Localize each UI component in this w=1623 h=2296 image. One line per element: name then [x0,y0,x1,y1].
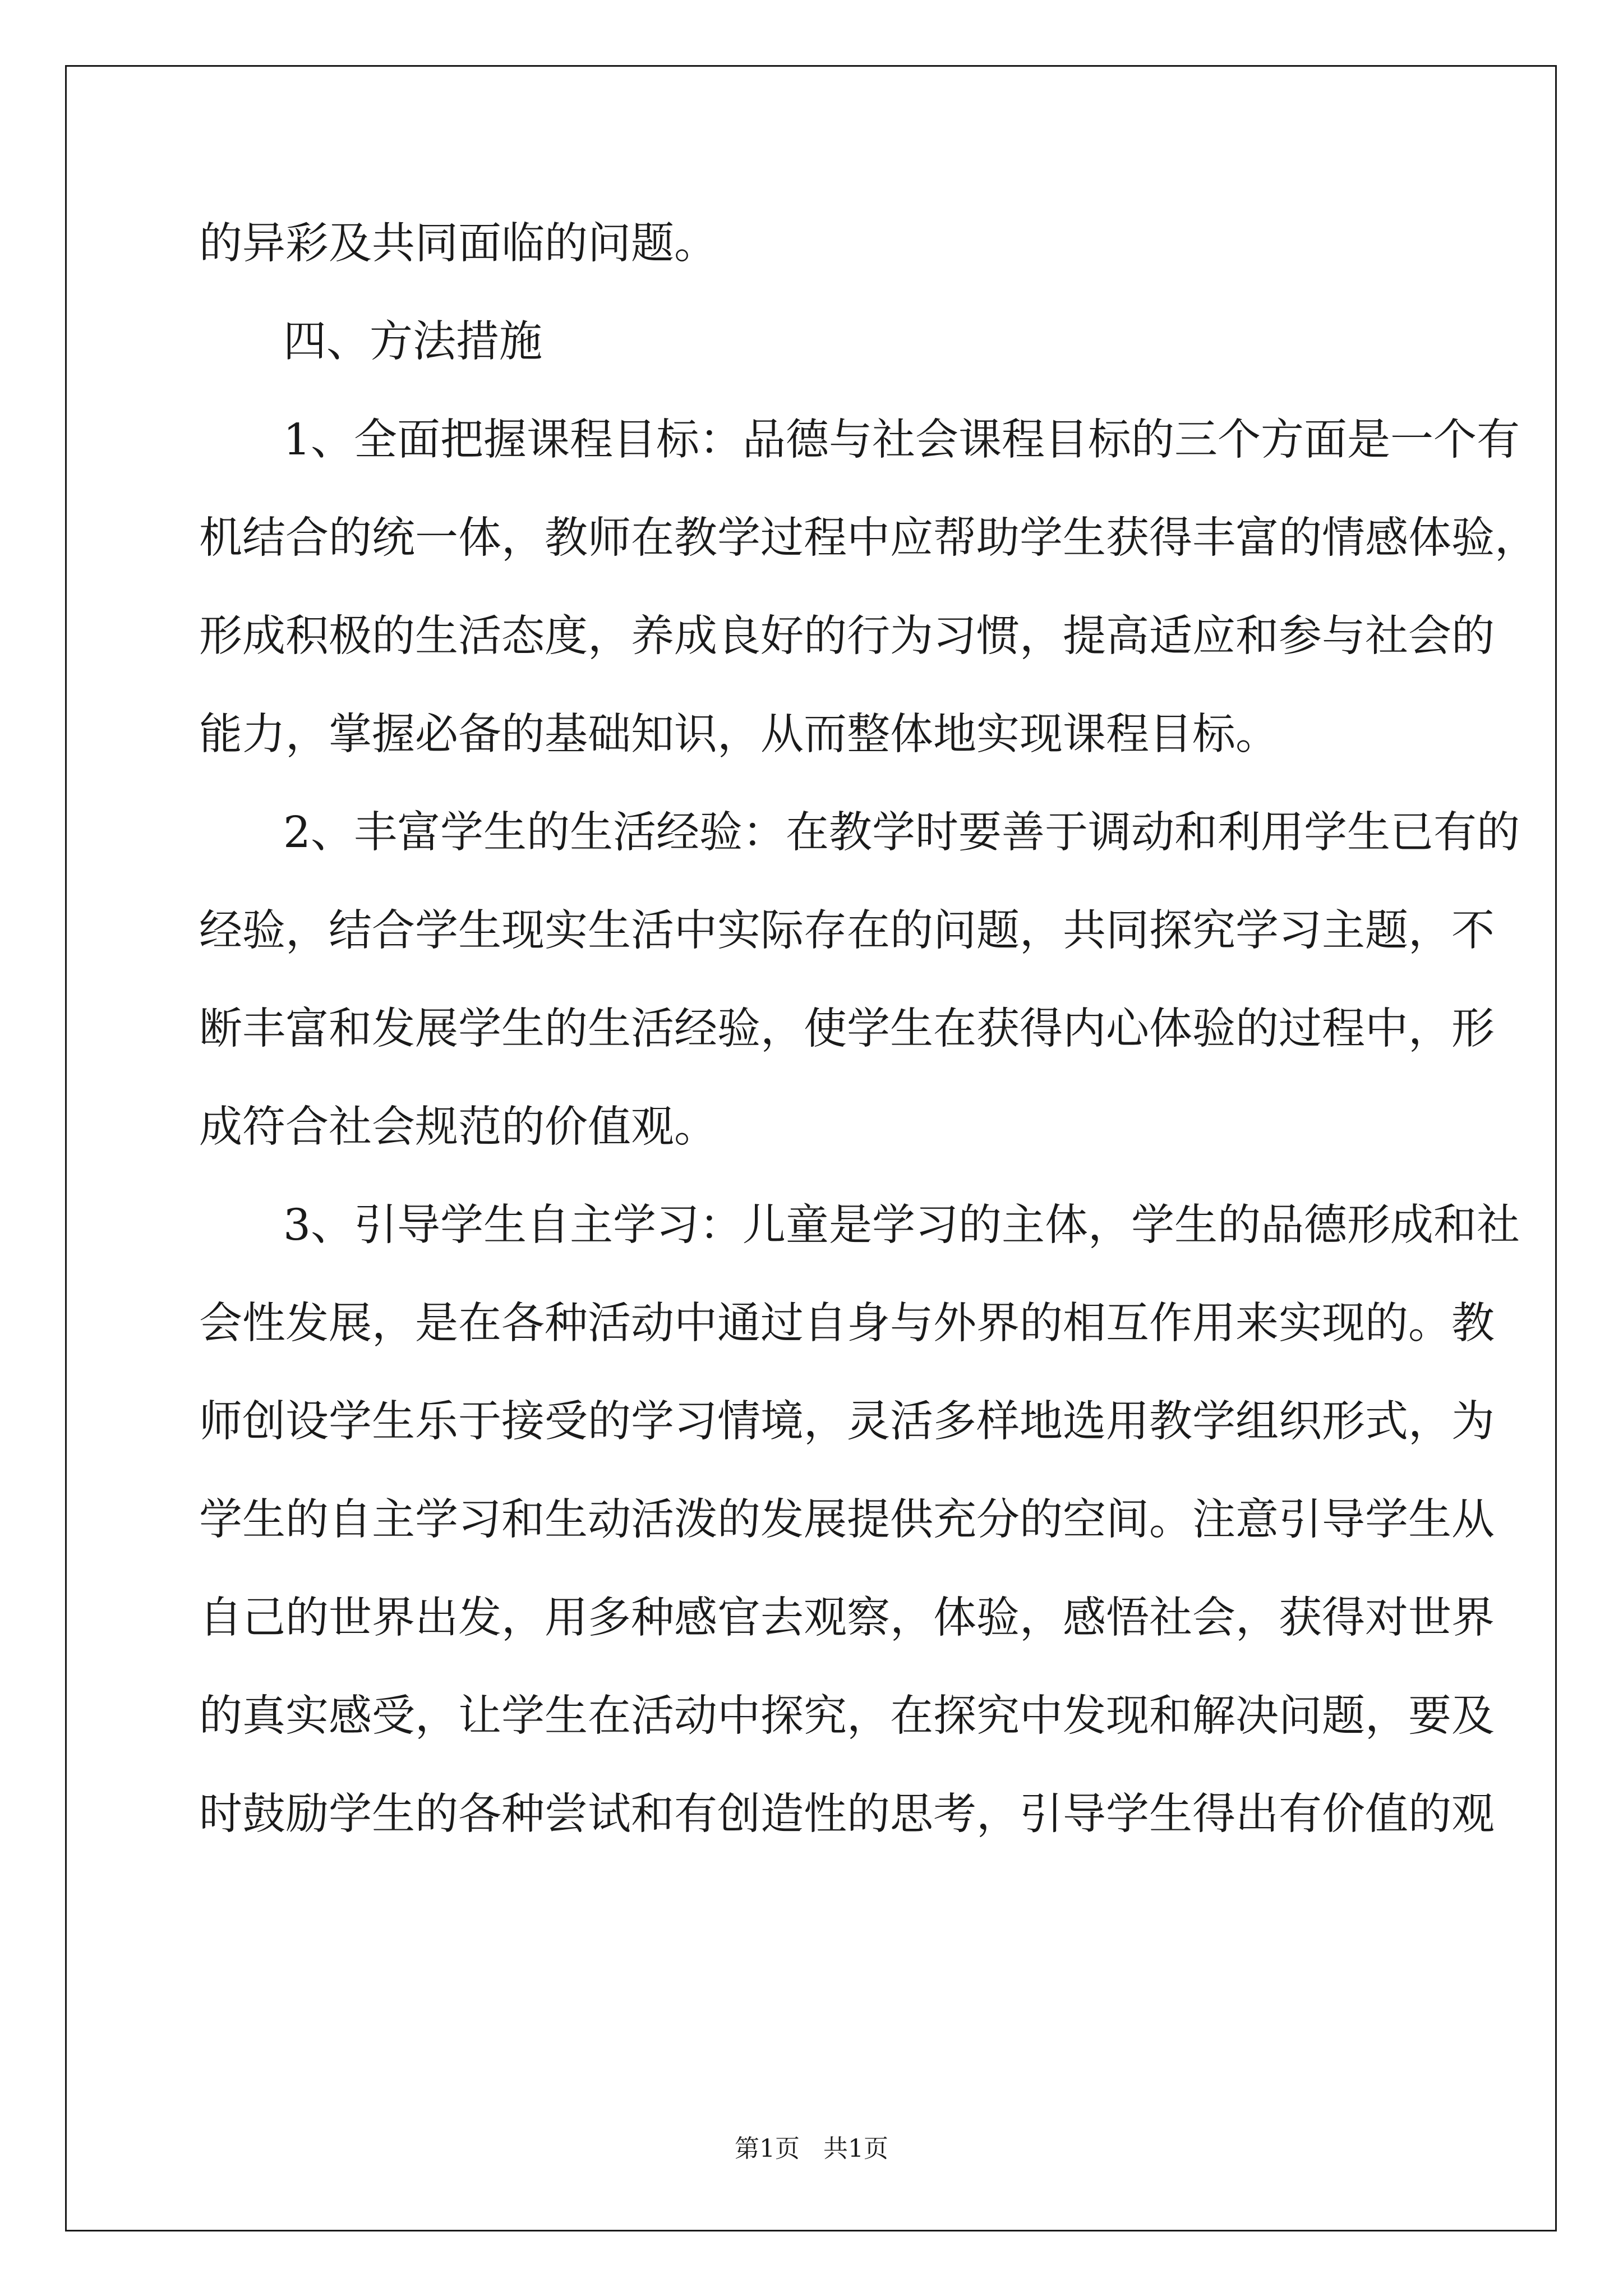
page-number-footer: 第1页 共1页 [735,2134,888,2163]
text-line: 的真实感受，让学生在活动中探究，在探究中发现和解决问题，要及 [199,1691,1495,1741]
text-line: 机结合的统一体，教师在教学过程中应帮助学生获得丰富的情感体验， [199,513,1538,563]
text-line: 断丰富和发展学生的生活经验，使学生在获得内心体验的过程中，形 [199,1004,1495,1054]
text-line: 形成积极的生活态度，养成良好的行为习惯，提高适应和参与社会的 [199,611,1495,661]
text-line: 1、全面把握课程目标：品德与社会课程目标的三个方面是一个有 [283,415,1520,465]
document-body [199,210,1538,1879]
text-line: 师创设学生乐于接受的学习情境，灵活多样地选用教学组织形式，为 [199,1397,1495,1447]
text-line: 成符合社会规范的价值观。 [199,1102,717,1152]
text-line: 自己的世界出发，用多种感官去观察，体验，感悟社会，获得对世界 [199,1593,1495,1643]
section-heading: 四、方法措施 [283,317,542,367]
text-line: 2、丰富学生的生活经验：在教学时要善于调动和利用学生已有的 [283,808,1520,858]
text-line: 会性发展，是在各种活动中通过自身与外界的相互作用来实现的。教 [199,1299,1495,1349]
text-line: 能力，掌握必备的基础知识，从而整体地实现课程目标。 [199,710,1279,760]
text-line: 经验，结合学生现实生活中实际存在的问题，共同探究学习主题，不 [199,906,1495,956]
text-line: 时鼓励学生的各种尝试和有创造性的思考，引导学生得出有价值的观 [199,1789,1495,1839]
text-line: 3、引导学生自主学习：儿童是学习的主体，学生的品德形成和社 [283,1200,1520,1250]
text-line: 的异彩及共同面临的问题。 [199,219,717,269]
text-line: 学生的自主学习和生动活泼的发展提供充分的空间。注意引导学生从 [199,1495,1495,1545]
